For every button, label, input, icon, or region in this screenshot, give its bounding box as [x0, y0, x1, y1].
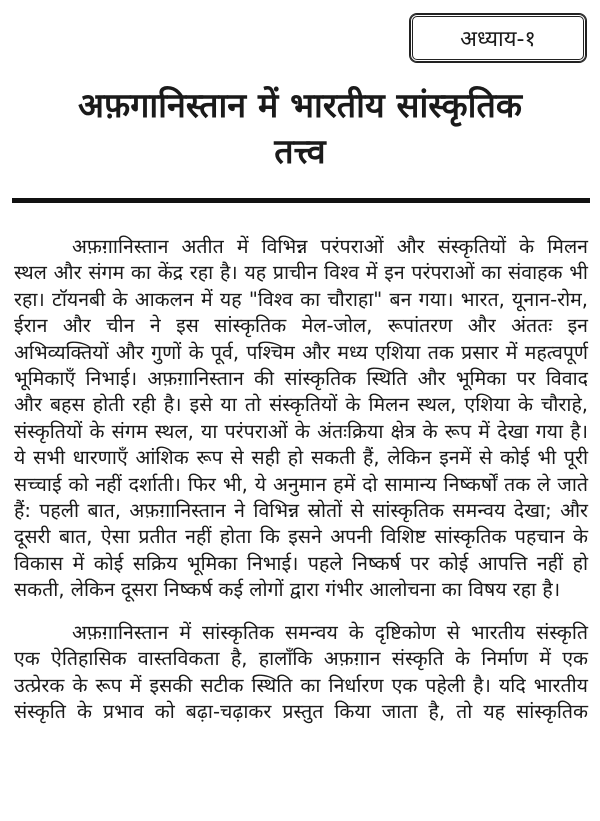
chapter-title-line-1: अफ़गानिस्तान में भारतीय सांस्कृतिक	[78, 86, 522, 126]
paragraph-2-line: एक ऐतिहासिक वास्तविकता है, हालाँकि अफ़ग़ान संस्कृति के निर्माण में एक	[14, 647, 588, 671]
paragraph-1-line: रहा। टॉयनबी के आकलन में यह "विश्व का चौराहा" बन गया। भारत, यूनान-रोम,	[14, 287, 588, 311]
paragraph-1-line: भूमिकाएँ निभाई। अफ़ग़ानिस्तान की सांस्कृतिक स्थिति और भूमिका पर विवाद	[14, 367, 588, 390]
paragraph-1-line: अफ़ग़ानिस्तान अतीत में विभिन्न परंपराओं और संस्कृतियों के मिलन	[72, 235, 588, 258]
paragraph-2-line: संस्कृति के प्रभाव को बढ़ा-चढ़ाकर प्रस्तुत किया जाता है, तो यह सांस्कृतिक	[14, 700, 588, 724]
paragraph-1-line: सच्चाई को नहीं दर्शाती। फिर भी, ये अनुमान हमें दो सामान्य निष्कर्षों तक ले जाते	[14, 472, 588, 496]
paragraph-1-line: दूसरी बात, ऐसा प्रतीत नहीं होता कि इसने अपनी विशिष्ट सांस्कृतिक पहचान के	[14, 525, 588, 549]
paragraph-2-line: उत्प्रेरक के रूप में इसकी सटीक स्थिति का निर्धारण एक पहेली है। यदि भारतीय	[14, 673, 588, 697]
title-divider	[12, 198, 590, 203]
chapter-label-box	[410, 14, 586, 62]
paragraph-1-line: ये सभी धारणाएँ आंशिक रूप से सही हो सकती हैं, लेकिन इनमें से कोई भी पूरी	[14, 446, 588, 470]
paragraph-1-line: ईरान और चीन ने इस सांस्कृतिक मेल-जोल, रूपांतरण और अंततः इन	[14, 314, 588, 338]
chapter-title-line-2: तत्त्व	[274, 132, 326, 172]
paragraph-1-line: सकती, लेकिन दूसरा निष्कर्ष कई लोगों द्वारा गंभीर आलोचना का विषय रहा है।	[14, 578, 561, 602]
paragraph-1-line: अभिव्यक्तियों और गुणों के पूर्व, पश्चिम और मध्य एशिया तक प्रसार में महत्वपूर्ण	[14, 340, 588, 364]
paragraph-1-line: हैं: पहली बात, अफ़ग़ानिस्तान ने विभिन्न स्रोतों से सांस्कृतिक समन्वय देखा; और	[14, 499, 588, 522]
paragraph-1-line: संस्कृतियों के संगम स्थल, या परंपराओं के अंतःक्रिया क्षेत्र के रूप में देखा गया है।	[14, 419, 588, 443]
paragraph-1-line: विकास में कोई सक्रिय भूमिका निभाई। पहले निष्कर्ष पर कोई आपत्ति नहीं हो	[14, 551, 588, 575]
paragraph-1-line: स्थल और संगम का केंद्र रहा है। यह प्राचीन विश्व में इन परंपराओं का संवाहक भी	[14, 261, 588, 285]
chapter-label: अध्याय-१	[460, 27, 536, 52]
paragraph-2-line: अफ़ग़ानिस्तान में सांस्कृतिक समन्वय के दृष्टिकोण से भारतीय संस्कृति	[72, 621, 588, 644]
paragraph-1-line: और बहस होती रही है। इसे या तो संस्कृतियों के मिलन स्थल, एशिया के चौराहे,	[14, 393, 588, 417]
